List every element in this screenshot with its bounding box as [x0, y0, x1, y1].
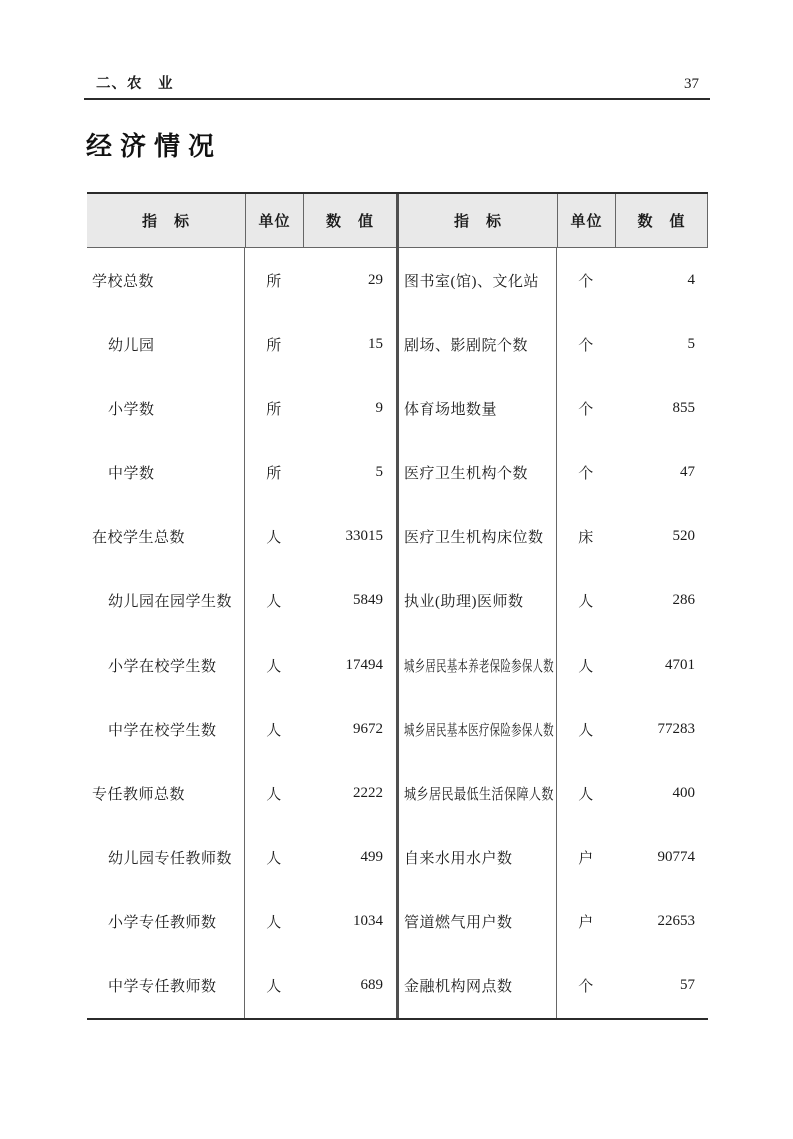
column-header-indicator: 指 标 — [453, 214, 502, 230]
column-header-unit: 单位 — [245, 194, 303, 247]
column-header-indicator: 指 标 — [141, 214, 190, 230]
unit-cell: 所 — [266, 337, 282, 354]
indicator-label: 自来水用水户数 — [404, 851, 513, 868]
indicator-label: 小学在校学生数 — [108, 658, 217, 675]
indicator-label: 小学专任教师数 — [108, 915, 217, 932]
indicator-label: 城乡居民基本养老保险参保人数 — [404, 658, 554, 675]
value-cell: 77283 — [657, 720, 695, 737]
table-right-half — [399, 194, 708, 1018]
table-row — [87, 826, 396, 890]
indicator-label: 城乡居民最低生活保障人数 — [404, 786, 554, 803]
indicator-label: 学校总数 — [92, 273, 155, 290]
value-cell: 1034 — [353, 913, 383, 930]
value-cell: 33015 — [345, 528, 383, 545]
value-cell: 15 — [368, 335, 383, 352]
unit-cell: 人 — [266, 979, 282, 996]
indicator-cell — [399, 505, 557, 569]
value-cell: 9672 — [353, 720, 383, 737]
indicator-cell — [399, 954, 557, 1018]
unit-cell: 所 — [266, 273, 282, 290]
table-row — [87, 248, 396, 312]
table-row — [87, 761, 396, 825]
table-row — [87, 633, 396, 697]
indicator-label: 医疗卫生机构床位数 — [404, 530, 544, 547]
value-cell: 29 — [368, 271, 383, 288]
indicator-label: 剧场、影剧院个数 — [404, 337, 529, 354]
unit-cell: 人 — [266, 658, 282, 675]
table-row — [399, 954, 708, 1018]
indicator-cell — [399, 441, 557, 505]
indicator-cell — [87, 697, 245, 761]
value-cell: 2222 — [353, 784, 383, 801]
table-row — [87, 441, 396, 505]
indicator-label: 体育场地数量 — [404, 401, 498, 418]
value-cell: 499 — [360, 849, 383, 866]
value-cell: 5 — [687, 335, 695, 352]
statistics-table — [87, 192, 708, 1020]
table-body-right — [399, 248, 708, 1018]
unit-cell: 人 — [578, 722, 594, 739]
indicator-cell — [399, 761, 557, 825]
unit-cell: 人 — [266, 722, 282, 739]
indicator-cell — [87, 826, 245, 890]
indicator-cell — [399, 826, 557, 890]
table-row — [87, 312, 396, 376]
table-row — [87, 697, 396, 761]
table-row — [399, 890, 708, 954]
indicator-cell — [399, 376, 557, 440]
indicator-label: 金融机构网点数 — [404, 979, 513, 996]
indicator-cell — [399, 569, 557, 633]
unit-cell: 个 — [578, 979, 594, 996]
indicator-label: 专任教师总数 — [92, 786, 186, 803]
indicator-cell — [399, 633, 557, 697]
table-row — [399, 697, 708, 761]
unit-cell: 户 — [578, 915, 594, 932]
indicator-cell — [399, 312, 557, 376]
table-row — [87, 376, 396, 440]
unit-cell: 个 — [578, 401, 594, 418]
value-cell: 855 — [672, 399, 695, 416]
table-row — [399, 761, 708, 825]
value-cell: 47 — [680, 464, 695, 481]
table-row — [399, 826, 708, 890]
indicator-cell — [399, 697, 557, 761]
value-cell: 57 — [680, 977, 695, 994]
table-header-left — [87, 194, 396, 248]
unit-cell: 人 — [266, 786, 282, 803]
indicator-cell — [87, 761, 245, 825]
value-cell: 90774 — [657, 849, 695, 866]
unit-cell: 个 — [578, 337, 594, 354]
table-header-right — [399, 194, 708, 248]
unit-cell: 人 — [266, 594, 282, 611]
indicator-cell — [399, 248, 557, 312]
unit-cell: 户 — [578, 851, 594, 868]
column-header-value: 数 值 — [303, 194, 396, 247]
table-row — [399, 569, 708, 633]
indicator-cell — [87, 954, 245, 1018]
table-row — [399, 312, 708, 376]
value-cell: 9 — [375, 399, 383, 416]
indicator-cell — [399, 890, 557, 954]
table-row — [87, 890, 396, 954]
indicator-cell — [87, 312, 245, 376]
indicator-cell — [87, 505, 245, 569]
unit-cell: 人 — [266, 530, 282, 547]
value-cell: 286 — [672, 592, 695, 609]
page-title: 经济情况 — [86, 132, 223, 161]
table-row — [87, 954, 396, 1018]
indicator-label: 中学数 — [108, 466, 155, 483]
page-number: 37 — [684, 76, 699, 92]
table-body-left — [87, 248, 396, 1018]
value-cell: 5 — [375, 464, 383, 481]
value-cell: 520 — [672, 528, 695, 545]
column-header-unit: 单位 — [557, 194, 615, 247]
table-row — [399, 441, 708, 505]
value-cell: 4 — [687, 271, 695, 288]
running-header — [84, 72, 710, 93]
unit-cell: 人 — [266, 851, 282, 868]
indicator-cell — [87, 633, 245, 697]
indicator-label: 图书室(馆)、文化站 — [404, 273, 539, 290]
header-rule — [84, 98, 710, 100]
unit-cell: 个 — [578, 466, 594, 483]
indicator-label: 中学在校学生数 — [108, 722, 217, 739]
table-row — [87, 505, 396, 569]
indicator-cell — [87, 376, 245, 440]
indicator-label: 管道燃气用户数 — [404, 915, 513, 932]
unit-cell: 人 — [578, 594, 594, 611]
indicator-label: 小学数 — [108, 401, 155, 418]
table-row — [87, 569, 396, 633]
value-cell: 4701 — [665, 656, 695, 673]
indicator-label: 幼儿园专任教师数 — [108, 851, 233, 868]
unit-cell: 人 — [266, 915, 282, 932]
indicator-cell — [87, 441, 245, 505]
indicator-label: 在校学生总数 — [92, 530, 186, 547]
column-header-value: 数 值 — [615, 194, 707, 247]
table-left-half — [87, 194, 396, 1018]
value-cell: 400 — [672, 784, 695, 801]
indicator-cell — [87, 569, 245, 633]
value-cell: 5849 — [353, 592, 383, 609]
value-cell: 17494 — [345, 656, 383, 673]
table-row — [399, 376, 708, 440]
indicator-label: 执业(助理)医师数 — [404, 594, 524, 611]
indicator-label: 中学专任教师数 — [108, 979, 217, 996]
indicator-label: 医疗卫生机构个数 — [404, 466, 529, 483]
unit-cell: 个 — [578, 273, 594, 290]
table-row — [399, 248, 708, 312]
unit-cell: 所 — [266, 466, 282, 483]
indicator-label: 幼儿园在园学生数 — [108, 594, 233, 611]
unit-cell: 所 — [266, 401, 282, 418]
section-heading: 二、农 业 — [96, 76, 174, 92]
indicator-label: 幼儿园 — [108, 337, 155, 354]
unit-cell: 人 — [578, 658, 594, 675]
value-cell: 689 — [360, 977, 383, 994]
table-row — [399, 505, 708, 569]
unit-cell: 人 — [578, 786, 594, 803]
indicator-label: 城乡居民基本医疗保险参保人数 — [404, 722, 554, 739]
indicator-cell — [87, 248, 245, 312]
value-cell: 22653 — [657, 913, 695, 930]
indicator-cell — [87, 890, 245, 954]
unit-cell: 床 — [578, 530, 594, 547]
table-row — [399, 633, 708, 697]
